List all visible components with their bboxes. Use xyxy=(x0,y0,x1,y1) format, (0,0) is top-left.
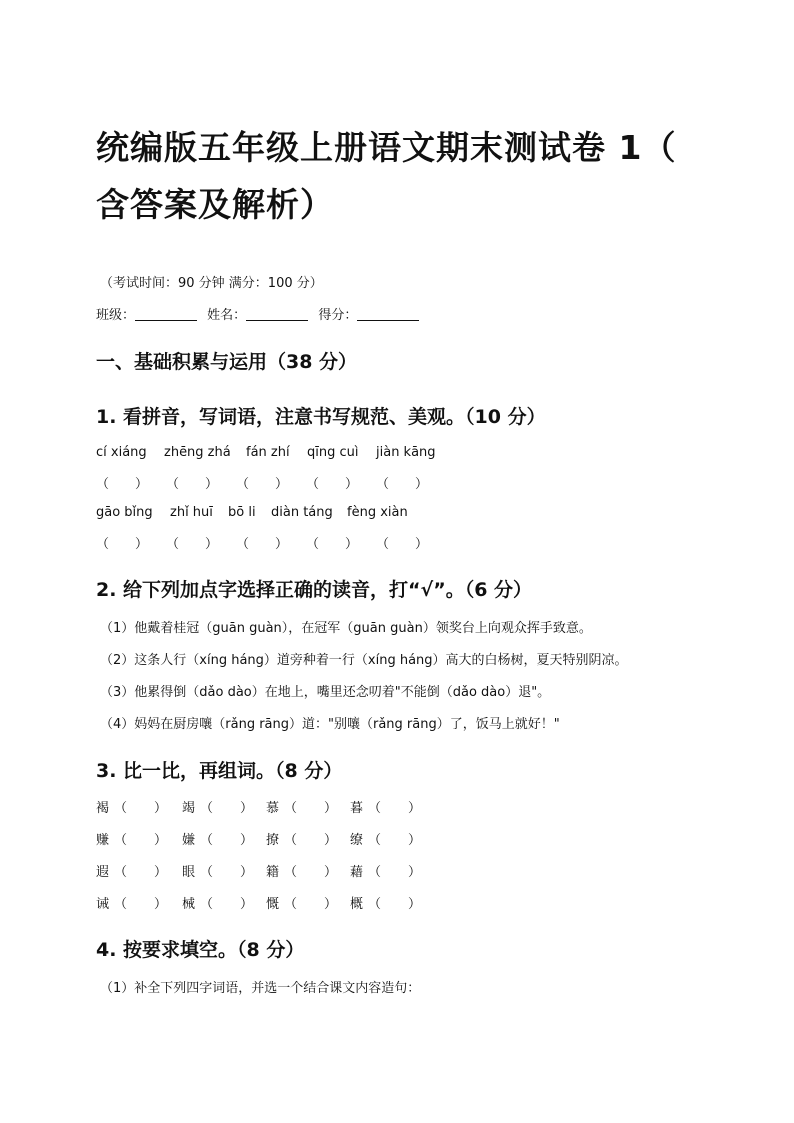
q3-paren-close: ） xyxy=(240,801,254,816)
name-label: 姓名： xyxy=(207,308,247,323)
score-blank[interactable] xyxy=(357,308,419,321)
q3-char: 慕 xyxy=(266,801,280,816)
q3-paren-open: （ xyxy=(284,897,298,912)
class-label: 班级： xyxy=(96,308,136,323)
q3-char: 赚 xyxy=(96,833,110,848)
q3-char: 眼 xyxy=(182,865,196,880)
answer-bracket[interactable]: （ ） xyxy=(236,477,289,492)
q3-char: 缭 xyxy=(350,833,364,848)
q3-char: 籍 xyxy=(266,865,280,880)
q1-heading: 1. 看拼音，写词语，注意书写规范、美观。（10 分） xyxy=(96,406,546,428)
answer-bracket[interactable]: （ ） xyxy=(376,537,429,552)
q3-paren-close: ） xyxy=(324,865,338,880)
pinyin-item: fán zhí xyxy=(246,445,290,460)
exam-title-line-1: 统编版五年级上册语文期末测试卷 1（ xyxy=(96,128,677,167)
pinyin-item: gāo bǐng xyxy=(96,505,153,520)
q3-paren-close: ） xyxy=(408,801,422,816)
q3-paren-close: ） xyxy=(240,865,254,880)
pinyin-item: qīng cuì xyxy=(307,445,359,460)
q4-item-1: （1）补全下列四字词语，并选一个结合课文内容造句： xyxy=(100,981,421,996)
q3-paren-close: ） xyxy=(324,801,338,816)
pinyin-item: jiàn kāng xyxy=(376,445,436,460)
q3-paren-open: （ xyxy=(284,833,298,848)
q3-paren-close: ） xyxy=(154,801,168,816)
pinyin-item: zhǐ huī xyxy=(170,505,213,520)
answer-bracket[interactable]: （ ） xyxy=(166,477,219,492)
q3-paren-open: （ xyxy=(114,801,128,816)
q3-paren-close: ） xyxy=(408,833,422,848)
q3-paren-open: （ xyxy=(114,897,128,912)
q3-paren-close: ） xyxy=(154,897,168,912)
q3-heading: 3. 比一比，再组词。（8 分） xyxy=(96,760,343,782)
q2-item-1: （1）他戴着桂冠（guān guàn），在冠军（guān guàn）领奖台上向观众挥手致意。 xyxy=(100,621,592,636)
q2-heading: 2. 给下列加点字选择正确的读音，打“√”。（6 分） xyxy=(96,579,533,601)
q3-paren-close: ） xyxy=(408,897,422,912)
q3-paren-open: （ xyxy=(368,865,382,880)
q3-char: 诫 xyxy=(96,897,110,912)
class-blank[interactable] xyxy=(135,308,197,321)
q3-char: 暮 xyxy=(350,801,364,816)
answer-bracket[interactable]: （ ） xyxy=(306,537,359,552)
q2-item-4: （4）妈妈在厨房嚷（rǎng rāng）道："别嚷（rǎng rāng）了，饭马上就好！" xyxy=(100,717,560,732)
q3-char: 慨 xyxy=(266,897,280,912)
answer-bracket[interactable]: （ ） xyxy=(96,477,149,492)
q3-paren-open: （ xyxy=(114,865,128,880)
name-blank[interactable] xyxy=(246,308,308,321)
q3-char: 遐 xyxy=(96,865,110,880)
q3-paren-close: ） xyxy=(324,897,338,912)
q3-paren-open: （ xyxy=(284,801,298,816)
student-fields xyxy=(96,304,425,323)
answer-bracket[interactable]: （ ） xyxy=(236,537,289,552)
q3-char: 褐 xyxy=(96,801,110,816)
q3-char: 藉 xyxy=(350,865,364,880)
pinyin-item: fèng xiàn xyxy=(347,505,408,520)
pinyin-item: zhēng zhá xyxy=(164,445,231,460)
q3-paren-close: ） xyxy=(240,897,254,912)
answer-bracket[interactable]: （ ） xyxy=(376,477,429,492)
q3-paren-close: ） xyxy=(154,833,168,848)
q3-paren-open: （ xyxy=(368,897,382,912)
q3-char: 械 xyxy=(182,897,196,912)
q3-paren-open: （ xyxy=(200,801,214,816)
q3-paren-open: （ xyxy=(114,833,128,848)
q3-paren-open: （ xyxy=(284,865,298,880)
q3-paren-close: ） xyxy=(408,865,422,880)
q2-item-3: （3）他累得倒（dǎo dào）在地上，嘴里还念叨着"不能倒（dǎo dào）退"。 xyxy=(100,685,551,700)
q3-paren-open: （ xyxy=(368,833,382,848)
q3-paren-open: （ xyxy=(200,833,214,848)
pinyin-item: cí xiáng xyxy=(96,445,147,460)
q3-paren-close: ） xyxy=(240,833,254,848)
q3-char: 竭 xyxy=(182,801,196,816)
q3-paren-open: （ xyxy=(368,801,382,816)
pinyin-item: bō li xyxy=(228,505,256,520)
answer-bracket[interactable]: （ ） xyxy=(166,537,219,552)
q3-paren-close: ） xyxy=(324,833,338,848)
q4-heading: 4. 按要求填空。（8 分） xyxy=(96,939,305,961)
q3-paren-open: （ xyxy=(200,865,214,880)
score-label: 得分： xyxy=(318,308,358,323)
exam-info: （考试时间：90 分钟 满分：100 分） xyxy=(100,276,323,291)
pinyin-item: diàn táng xyxy=(271,505,333,520)
q3-paren-close: ） xyxy=(154,865,168,880)
exam-title-line-2: 含答案及解析） xyxy=(96,185,334,224)
q3-char: 撩 xyxy=(266,833,280,848)
q2-item-2: （2）这条人行（xíng háng）道旁种着一行（xíng háng）高大的白杨树，夏天特别阴凉。 xyxy=(100,653,628,668)
section-1-heading: 一、基础积累与运用（38 分） xyxy=(96,351,358,373)
q3-char: 概 xyxy=(350,897,364,912)
q3-paren-open: （ xyxy=(200,897,214,912)
answer-bracket[interactable]: （ ） xyxy=(96,537,149,552)
q3-char: 嫌 xyxy=(182,833,196,848)
answer-bracket[interactable]: （ ） xyxy=(306,477,359,492)
